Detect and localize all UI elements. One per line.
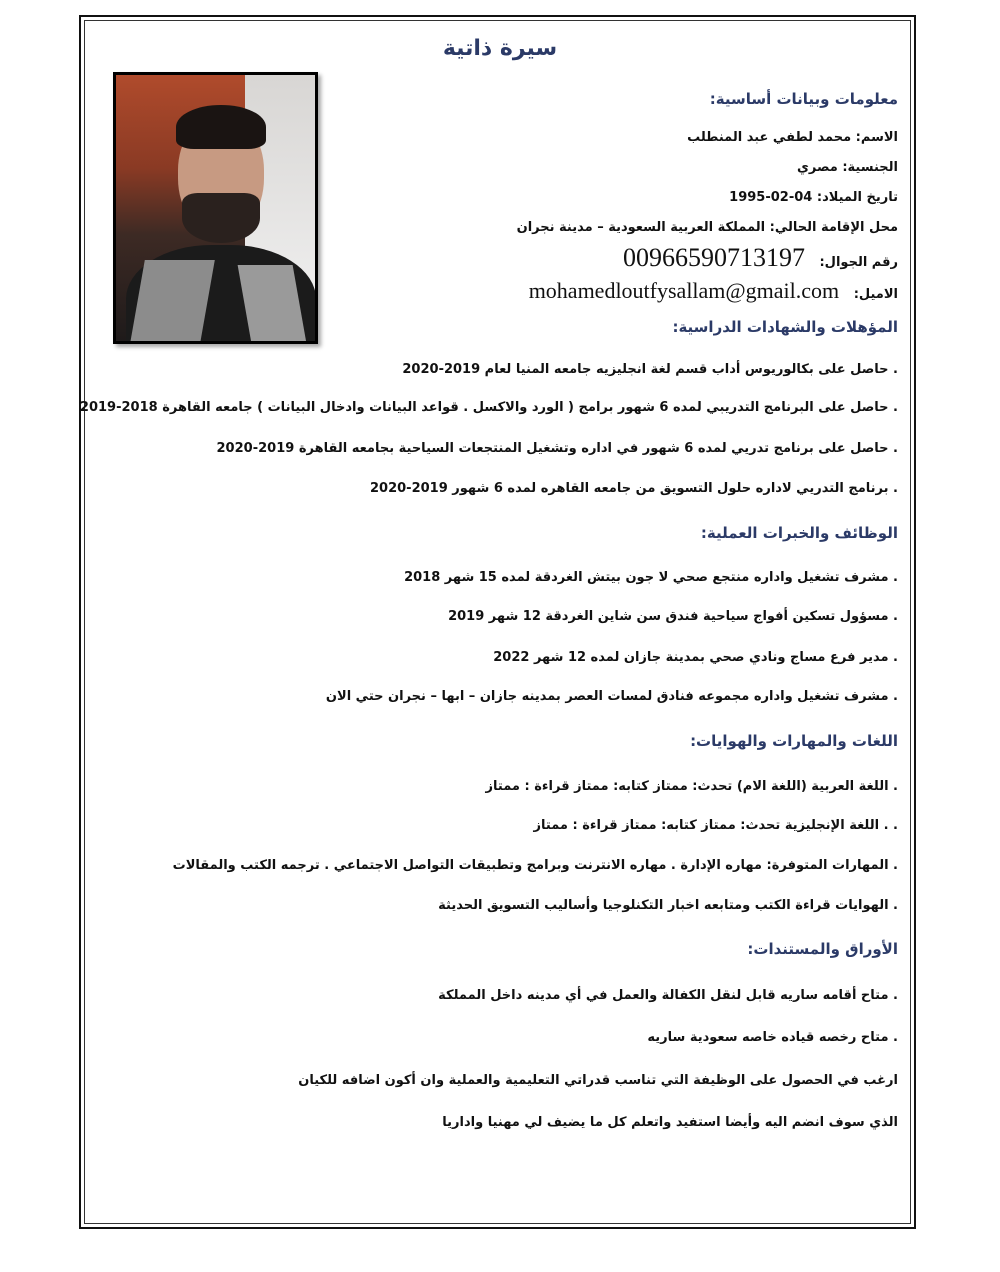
experience-item: . مشرف تشغيل واداره منتجع صحي لا جون بيتش الغردقة لمده 15 شهر 2018 xyxy=(404,570,898,585)
skills-item: . المهارات المتوفرة: مهاره الإدارة . مهاره الانترنت وبرامج وتطبيقات التواصل الاجتماعي . ترجمه الكتب والمقالات xyxy=(172,858,898,873)
email-label: الاميل: xyxy=(853,287,898,302)
skills-item: . اللغة العربية (اللغة الام) تحدث: ممتاز كتابه: ممتاز قراءة : ممتاز xyxy=(485,779,898,794)
skills-item: . . اللغة الإنجليزية تحدث: ممتاز كتابه: ممتاز قراءة : ممتاز xyxy=(533,818,898,833)
documents-item: ارغب في الحصول على الوظيفة التي تناسب قدراتي التعليمية والعملية وان أكون اضافه للكيان xyxy=(298,1073,898,1088)
education-item: . حاصل على برنامج تدريي لمده 6 شهور في اداره وتشغيل المنتجعات السياحية بجامعه القاهرة 2019-2020 xyxy=(216,441,898,456)
experience-item: . مدير فرع مساج ونادي صحي بمدينة جازان لمده 12 شهر 2022 xyxy=(493,650,898,665)
documents-item: . متاح أقامه ساريه قابل لنقل الكفالة والعمل في أي مدينه داخل المملكة xyxy=(438,988,898,1003)
profile-photo xyxy=(113,72,318,344)
section-heading-basic: معلومات وبيانات أساسية: xyxy=(709,90,898,108)
nationality-line: الجنسية: مصري xyxy=(796,160,898,175)
document-title: سيرة ذاتية xyxy=(442,36,558,61)
residence-line: محل الإقامة الحالي: المملكة العربية السعودية – مدينة نجران xyxy=(516,220,898,235)
name-line: الاسم: محمد لطفي عبد المنطلب xyxy=(687,130,898,145)
education-item: . حاصل على بكالوريوس أداب قسم لغة انجليزيه جامعه المنيا لعام 2019-2020 xyxy=(402,362,898,377)
education-item: . برنامج التدريي لاداره حلول التسويق من جامعه القاهره لمده 6 شهور 2019-2020 xyxy=(369,481,898,496)
education-item: . حاصل على البرنامج التدريبي لمده 6 شهور برامج ( الورد والاكسل . قواعد البيانات وادخال البيانات ) جامعه القاهرة 2018-2019 xyxy=(79,400,898,415)
documents-item: الذي سوف انضم اليه وأيضا استفيد واتعلم كل ما يضيف لي مهنيا واداريا xyxy=(442,1115,898,1130)
documents-item: . متاح رخصه قياده خاصه سعودية ساريه xyxy=(647,1030,898,1045)
phone-number: 00966590713197 xyxy=(622,243,805,272)
email-address: mohamedloutfysallam@gmail.com xyxy=(528,278,840,303)
section-heading-documents: الأوراق والمستندات: xyxy=(747,940,898,958)
email-line xyxy=(529,278,898,304)
phone-line xyxy=(623,243,898,273)
section-heading-skills: اللغات والمهارات والهوايات: xyxy=(690,732,898,750)
experience-item: . مسؤول تسكين أفواج سياحية فندق سن شاين الغردقة 12 شهر 2019 xyxy=(448,609,898,624)
phone-label: رقم الجوال: xyxy=(819,255,898,270)
section-heading-education: المؤهلات والشهادات الدراسية: xyxy=(672,318,898,336)
experience-item: . مشرف تشغيل واداره مجموعه فنادق لمسات العصر بمدينه جازان – ابها – نجران حتي الان xyxy=(325,689,898,704)
section-heading-experience: الوظائف والخبرات العملية: xyxy=(700,524,898,542)
dob-line: تاريخ الميلاد: 04-02-1995 xyxy=(729,190,898,205)
skills-item: . الهوايات قراءة الكتب ومتابعه اخبار التكنلوجيا وأساليب التسويق الحديثة xyxy=(438,898,898,913)
